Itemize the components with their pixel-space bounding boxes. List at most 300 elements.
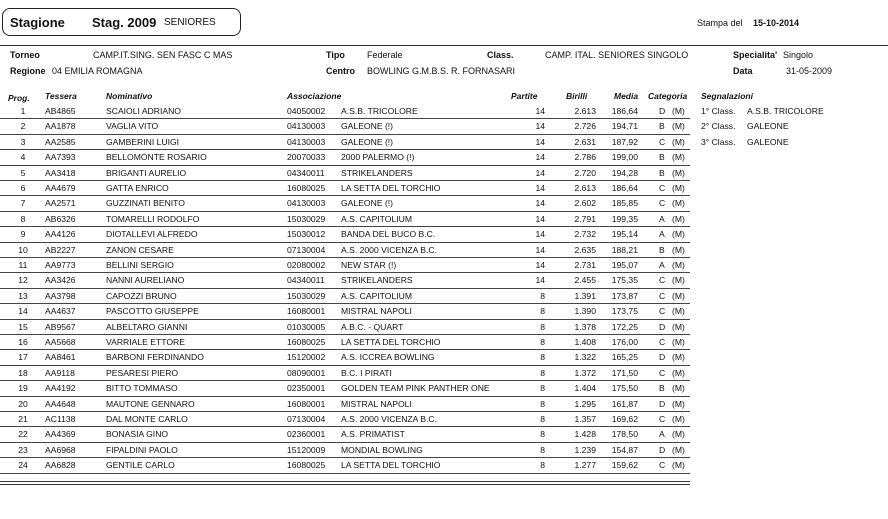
cell-assoc-code: 15030012 bbox=[287, 229, 326, 240]
cell-nominativo: MAUTONE GENNARO bbox=[106, 398, 195, 409]
cell-associazione: GALEONE (!) bbox=[341, 121, 394, 132]
cell-prog: 14 bbox=[18, 306, 28, 317]
cell-birilli: 2.791 bbox=[574, 213, 596, 224]
cell-assoc-code: 04340011 bbox=[287, 275, 325, 286]
table-row bbox=[0, 243, 888, 258]
cell-assoc-code: 04130003 bbox=[287, 121, 326, 132]
cell-associazione: MISTRAL NAPOLI bbox=[341, 306, 412, 317]
cell-prog: 21 bbox=[18, 414, 28, 424]
cell-nominativo: BELLOMONTE ROSARIO bbox=[106, 152, 207, 163]
cell-birilli: 1.404 bbox=[574, 383, 596, 394]
cell-tessera: AB6326 bbox=[45, 213, 76, 224]
category-title: SENIORES bbox=[164, 17, 216, 28]
cell-assoc-code: 07130004 bbox=[287, 414, 326, 424]
cell-media: 195,14 bbox=[611, 229, 638, 240]
cell-nominativo: GENTILE CARLO bbox=[106, 460, 175, 471]
cell-tessera: AA4648 bbox=[45, 398, 76, 409]
cell-sex: (M) bbox=[672, 136, 685, 147]
cell-associazione: GALEONE (!) bbox=[341, 198, 394, 209]
cell-prog: 19 bbox=[18, 383, 28, 394]
cell-assoc-code: 15030029 bbox=[287, 213, 326, 224]
cell-birilli: 2.613 bbox=[574, 183, 596, 193]
cell-birilli: 2.732 bbox=[574, 229, 596, 240]
cell-categoria: B bbox=[659, 152, 665, 163]
cell-sex: (M) bbox=[672, 383, 685, 394]
cell-prog: 24 bbox=[18, 460, 28, 471]
cell-media: 172,25 bbox=[611, 321, 638, 332]
cell-sex: (M) bbox=[672, 367, 685, 378]
cell-prog: 12 bbox=[18, 275, 28, 286]
cell-media: 173,75 bbox=[611, 306, 638, 317]
cell-media: 199,35 bbox=[611, 213, 638, 224]
cell-sex: (M) bbox=[672, 429, 685, 440]
cell-associazione: MONDIAL BOWLING bbox=[341, 444, 423, 455]
table-row bbox=[0, 196, 888, 211]
cell-birilli: 1.239 bbox=[574, 444, 596, 455]
print-label: Stampa del bbox=[697, 18, 743, 28]
cell-associazione: A.S. 2000 VICENZA B.C. bbox=[341, 414, 438, 424]
season-label: Stagione bbox=[10, 15, 65, 30]
cell-partite: 14 bbox=[535, 260, 545, 270]
cell-partite: 14 bbox=[535, 213, 545, 224]
specialita-label: Specialita' bbox=[733, 50, 778, 60]
cell-prog: 18 bbox=[18, 367, 28, 378]
cell-partite: 8 bbox=[540, 306, 545, 317]
cell-prog: 4 bbox=[20, 152, 26, 163]
table-row bbox=[0, 212, 888, 227]
cell-birilli: 1.408 bbox=[574, 337, 596, 347]
cell-assoc-code: 15120002 bbox=[287, 352, 326, 363]
cell-assoc-code: 20070033 bbox=[287, 152, 326, 163]
cell-nominativo: BRIGANTI AURELIO bbox=[106, 167, 187, 178]
cell-sex: (M) bbox=[672, 275, 685, 286]
cell-tessera: AA4126 bbox=[45, 229, 76, 240]
table-row bbox=[0, 150, 888, 165]
cell-prog: 13 bbox=[18, 290, 28, 301]
cell-tessera: AA8461 bbox=[45, 352, 76, 363]
cell-nominativo: SCAIOLI ADRIANO bbox=[106, 106, 181, 116]
cell-categoria: D bbox=[659, 398, 666, 409]
cell-categoria: B bbox=[659, 383, 665, 394]
cell-nominativo: PESARESI PIERO bbox=[106, 367, 179, 378]
cell-assoc-code: 04130003 bbox=[287, 136, 326, 147]
cell-assoc-code: 04050002 bbox=[287, 106, 326, 116]
cell-associazione: A.S.B. TRICOLORE bbox=[341, 106, 418, 116]
cell-nominativo: GATTA ENRICO bbox=[106, 183, 169, 193]
cell-partite: 14 bbox=[535, 167, 545, 178]
data-value: 31-05-2009 bbox=[786, 66, 833, 76]
col-associazione: Associazione bbox=[287, 91, 342, 101]
class-value: CAMP. ITAL. SENIORES SINGOLO bbox=[545, 50, 689, 60]
cell-nominativo: BARBONI FERDINANDO bbox=[106, 352, 204, 363]
cell-tessera: AB2227 bbox=[45, 244, 76, 255]
cell-sex: (M) bbox=[672, 321, 685, 332]
cell-nominativo: BITTO TOMMASO bbox=[106, 383, 178, 394]
table-row bbox=[0, 181, 888, 196]
cell-nominativo: DIOTALLEVI ALFREDO bbox=[106, 229, 198, 240]
cell-partite: 14 bbox=[535, 121, 545, 132]
cell-prog: 15 bbox=[18, 321, 28, 332]
cell-assoc-code: 15120009 bbox=[287, 444, 326, 455]
cell-nominativo: GAMBERINI LUIGI bbox=[106, 136, 180, 147]
cell-media: 175,50 bbox=[611, 383, 638, 394]
cell-nominativo: ZANON CESARE bbox=[106, 244, 174, 255]
cell-media: 154,87 bbox=[611, 444, 638, 455]
cell-partite: 8 bbox=[540, 383, 545, 394]
row-divider bbox=[0, 473, 690, 474]
cell-nominativo: FIPALDINI PAOLO bbox=[106, 444, 178, 455]
cell-partite: 14 bbox=[535, 229, 545, 240]
cell-birilli: 2.726 bbox=[574, 121, 596, 132]
table-row bbox=[0, 273, 888, 288]
data-label: Data bbox=[733, 66, 753, 76]
cell-sex: (M) bbox=[672, 414, 685, 424]
cell-sex: (M) bbox=[672, 444, 685, 455]
cell-sex: (M) bbox=[672, 152, 685, 163]
table-row bbox=[0, 227, 888, 242]
cell-media: 195,07 bbox=[611, 260, 638, 270]
col-birilli: Birilli bbox=[566, 91, 588, 101]
cell-categoria: C bbox=[659, 290, 666, 301]
cell-birilli: 2.613 bbox=[574, 106, 596, 116]
col-nominativo: Nominativo bbox=[106, 91, 153, 101]
cell-media: 169,62 bbox=[611, 414, 638, 424]
cell-assoc-code: 07130004 bbox=[287, 244, 326, 255]
cell-associazione: STRIKELANDERS bbox=[341, 275, 413, 286]
cell-sex: (M) bbox=[672, 244, 685, 255]
cell-partite: 8 bbox=[540, 337, 545, 347]
cell-tessera: AA4369 bbox=[45, 429, 76, 440]
cell-partite: 14 bbox=[535, 152, 545, 163]
cell-assoc-code: 08090001 bbox=[287, 367, 326, 378]
cell-birilli: 1.428 bbox=[574, 429, 596, 440]
cell-prog: 9 bbox=[20, 229, 26, 240]
cell-prog: 7 bbox=[20, 198, 26, 209]
cell-birilli: 2.720 bbox=[574, 167, 596, 178]
cell-prog: 17 bbox=[18, 352, 28, 363]
cell-birilli: 1.390 bbox=[574, 306, 596, 317]
cell-nominativo: VAGLIA VITO bbox=[106, 121, 159, 132]
cell-tessera: AA2585 bbox=[45, 136, 76, 147]
cell-associazione: A.S. CAPITOLIUM bbox=[341, 290, 412, 301]
cell-tessera: AA7393 bbox=[45, 152, 76, 163]
cell-assoc-code: 04340011 bbox=[287, 167, 325, 178]
cell-nominativo: VARRIALE ETTORE bbox=[106, 337, 185, 347]
cell-media: 187,92 bbox=[611, 136, 638, 147]
cell-media: 178,50 bbox=[611, 429, 638, 440]
print-date: 15-10-2014 bbox=[753, 18, 800, 28]
table-row bbox=[0, 335, 888, 350]
cell-tessera: AA4192 bbox=[45, 383, 76, 394]
cell-sex: (M) bbox=[672, 121, 685, 132]
torneo-value: CAMP.IT.SING. SEN FASC C MAS bbox=[93, 50, 233, 60]
col-prog: Prog. bbox=[8, 93, 30, 103]
cell-tessera: AA3798 bbox=[45, 290, 76, 301]
signal-team: GALEONE bbox=[747, 136, 789, 147]
table-row bbox=[0, 427, 888, 442]
signal-place: 2° Class. bbox=[701, 121, 736, 132]
cell-partite: 8 bbox=[540, 367, 545, 378]
table-row bbox=[0, 289, 888, 304]
cell-tessera: AA6968 bbox=[45, 444, 76, 455]
cell-categoria: A bbox=[659, 260, 665, 270]
cell-categoria: C bbox=[659, 414, 666, 424]
cell-nominativo: BELLINI SERGIO bbox=[106, 260, 174, 270]
cell-assoc-code: 16080025 bbox=[287, 460, 326, 471]
cell-sex: (M) bbox=[672, 337, 685, 347]
cell-prog: 20 bbox=[18, 398, 28, 409]
cell-assoc-code: 04130003 bbox=[287, 198, 326, 209]
cell-birilli: 1.277 bbox=[574, 460, 596, 471]
cell-partite: 8 bbox=[540, 429, 545, 440]
cell-media: 159,62 bbox=[611, 460, 638, 471]
cell-prog: 8 bbox=[20, 213, 26, 224]
cell-associazione: B.C. I PIRATI bbox=[341, 367, 392, 378]
regione-label: Regione bbox=[10, 66, 46, 76]
signal-place: 3° Class. bbox=[701, 136, 736, 147]
cell-tessera: AA3418 bbox=[45, 167, 76, 178]
table-row bbox=[0, 350, 888, 365]
cell-tessera: AA2571 bbox=[45, 198, 76, 209]
regione-value: 04 EMILIA ROMAGNA bbox=[52, 66, 143, 76]
cell-categoria: B bbox=[659, 244, 665, 255]
cell-associazione: MISTRAL NAPOLI bbox=[341, 398, 412, 409]
cell-media: 188,21 bbox=[611, 244, 638, 255]
cell-media: 185,85 bbox=[611, 198, 638, 209]
cell-associazione: LA SETTA DEL TORCHIO bbox=[341, 460, 441, 471]
signal-item bbox=[693, 119, 888, 134]
cell-prog: 6 bbox=[20, 183, 26, 193]
cell-associazione: A.S. PRIMATIST bbox=[341, 429, 405, 440]
cell-nominativo: BONASIA GINO bbox=[106, 429, 169, 440]
table-row bbox=[0, 166, 888, 181]
cell-associazione: LA SETTA DEL TORCHIO bbox=[341, 183, 441, 193]
cell-prog: 23 bbox=[18, 444, 28, 455]
cell-associazione: A.B.C. - QUART bbox=[341, 321, 404, 332]
cell-media: 165,25 bbox=[611, 352, 638, 363]
season-value: Stag. 2009 bbox=[92, 15, 157, 30]
specialita-value: Singolo bbox=[783, 50, 814, 60]
class-label: Class. bbox=[487, 50, 514, 60]
cell-sex: (M) bbox=[672, 398, 685, 409]
cell-birilli: 1.372 bbox=[574, 367, 596, 378]
cell-birilli: 2.602 bbox=[574, 198, 596, 209]
cell-partite: 8 bbox=[540, 321, 545, 332]
cell-birilli: 2.635 bbox=[574, 244, 596, 255]
cell-categoria: A bbox=[659, 229, 665, 240]
col-tessera: Tessera bbox=[45, 91, 77, 101]
cell-prog: 16 bbox=[18, 337, 28, 347]
header-divider-top bbox=[0, 45, 888, 46]
cell-birilli: 1.322 bbox=[574, 352, 596, 363]
cell-nominativo: NANNI AURELIANO bbox=[106, 275, 185, 286]
cell-categoria: C bbox=[659, 460, 666, 471]
cell-categoria: C bbox=[659, 367, 666, 378]
cell-tessera: AA9118 bbox=[45, 367, 75, 378]
signal-item bbox=[693, 104, 888, 119]
cell-sex: (M) bbox=[672, 213, 685, 224]
signal-team: GALEONE bbox=[747, 121, 789, 132]
cell-media: 186,64 bbox=[611, 106, 638, 116]
cell-prog: 1 bbox=[20, 106, 26, 116]
cell-birilli: 1.295 bbox=[574, 398, 596, 409]
cell-prog: 2 bbox=[20, 121, 26, 132]
cell-tessera: AA3426 bbox=[45, 275, 76, 286]
cell-sex: (M) bbox=[672, 106, 685, 116]
table-row bbox=[0, 381, 888, 396]
cell-categoria: B bbox=[659, 121, 665, 132]
cell-categoria: D bbox=[659, 321, 666, 332]
cell-tessera: AB9567 bbox=[45, 321, 76, 332]
cell-birilli: 2.731 bbox=[574, 260, 596, 270]
cell-partite: 8 bbox=[540, 444, 545, 455]
cell-partite: 14 bbox=[535, 275, 545, 286]
cell-sex: (M) bbox=[672, 167, 685, 178]
cell-assoc-code: 16080025 bbox=[287, 337, 326, 347]
cell-media: 173,87 bbox=[611, 290, 638, 301]
table-row bbox=[0, 443, 888, 458]
cell-sex: (M) bbox=[672, 460, 685, 471]
cell-categoria: D bbox=[659, 444, 666, 455]
cell-categoria: C bbox=[659, 275, 666, 286]
cell-birilli: 1.378 bbox=[574, 321, 596, 332]
cell-associazione: STRIKELANDERS bbox=[341, 167, 413, 178]
centro-value: BOWLING G.M.B.S. R. FORNASARI bbox=[367, 66, 516, 76]
signal-item bbox=[693, 135, 888, 150]
cell-associazione: LA SETTA DEL TORCHIO bbox=[341, 337, 441, 347]
signal-place: 1° Class. bbox=[701, 106, 736, 116]
table-row bbox=[0, 320, 888, 335]
cell-associazione: 2000 PALERMO (!) bbox=[341, 152, 415, 163]
cell-associazione: A.S. ICCREA BOWLING bbox=[341, 352, 435, 363]
cell-nominativo: GUZZINATI BENITO bbox=[106, 198, 185, 209]
cell-assoc-code: 16080025 bbox=[287, 183, 326, 193]
cell-media: 176,00 bbox=[611, 337, 638, 347]
cell-nominativo: DAL MONTE CARLO bbox=[106, 414, 188, 424]
cell-associazione: GALEONE (!) bbox=[341, 136, 394, 147]
cell-associazione: A.S. CAPITOLIUM bbox=[341, 213, 412, 224]
torneo-label: Torneo bbox=[10, 50, 40, 60]
cell-prog: 22 bbox=[18, 429, 28, 440]
cell-tessera: AA1878 bbox=[45, 121, 76, 132]
cell-associazione: GOLDEN TEAM PINK PANTHER ONE bbox=[341, 383, 490, 394]
cell-associazione: A.S. 2000 VICENZA B.C. bbox=[341, 244, 438, 255]
cell-assoc-code: 16080001 bbox=[287, 398, 326, 409]
cell-birilli: 2.455 bbox=[574, 275, 596, 286]
cell-prog: 5 bbox=[20, 167, 26, 178]
cell-associazione: BANDA DEL BUCO B.C. bbox=[341, 229, 436, 240]
cell-tessera: AA5668 bbox=[45, 337, 76, 347]
table-row bbox=[0, 258, 888, 273]
cell-tessera: AC1138 bbox=[45, 414, 76, 424]
cell-media: 186,64 bbox=[611, 183, 638, 193]
cell-sex: (M) bbox=[672, 229, 685, 240]
cell-prog: 11 bbox=[18, 260, 28, 270]
cell-media: 171,50 bbox=[611, 367, 638, 378]
cell-sex: (M) bbox=[672, 290, 685, 301]
cell-assoc-code: 15030029 bbox=[287, 290, 326, 301]
cell-categoria: D bbox=[659, 106, 666, 116]
cell-categoria: C bbox=[659, 306, 666, 317]
cell-tessera: AB4865 bbox=[45, 106, 76, 116]
cell-tessera: AA4637 bbox=[45, 306, 76, 317]
col-media: Media bbox=[614, 91, 639, 101]
table-bottom-line bbox=[0, 481, 690, 482]
cell-prog: 3 bbox=[20, 136, 26, 147]
tipo-label: Tipo bbox=[326, 50, 345, 60]
cell-sex: (M) bbox=[672, 260, 685, 270]
cell-categoria: C bbox=[659, 183, 666, 193]
cell-categoria: C bbox=[659, 337, 666, 347]
cell-categoria: C bbox=[659, 198, 666, 209]
cell-assoc-code: 01030005 bbox=[287, 321, 326, 332]
cell-sex: (M) bbox=[672, 198, 685, 209]
cell-partite: 14 bbox=[535, 244, 545, 255]
cell-tessera: AA9773 bbox=[45, 260, 76, 270]
signal-team: A.S.B. TRICOLORE bbox=[747, 106, 824, 116]
col-segnalazioni: Segnalazioni bbox=[701, 91, 753, 101]
table-row bbox=[0, 366, 888, 381]
cell-sex: (M) bbox=[672, 183, 685, 193]
cell-assoc-code: 02360001 bbox=[287, 429, 326, 440]
cell-assoc-code: 02080002 bbox=[287, 260, 326, 270]
cell-categoria: B bbox=[659, 167, 665, 178]
table-row bbox=[0, 412, 888, 427]
cell-partite: 8 bbox=[540, 290, 545, 301]
cell-tessera: AA6828 bbox=[45, 460, 76, 471]
cell-partite: 14 bbox=[535, 198, 545, 209]
cell-media: 199,00 bbox=[611, 152, 638, 163]
cell-categoria: A bbox=[659, 213, 665, 224]
table-row bbox=[0, 458, 888, 473]
cell-partite: 14 bbox=[535, 106, 545, 116]
cell-assoc-code: 16080001 bbox=[287, 306, 326, 317]
cell-partite: 14 bbox=[535, 136, 545, 147]
cell-partite: 8 bbox=[540, 352, 545, 363]
cell-birilli: 2.786 bbox=[574, 152, 596, 163]
centro-label: Centro bbox=[326, 66, 355, 76]
cell-nominativo: ALBELTARO GIANNI bbox=[106, 321, 188, 332]
cell-categoria: A bbox=[659, 429, 665, 440]
cell-sex: (M) bbox=[672, 352, 685, 363]
cell-media: 175,35 bbox=[611, 275, 638, 286]
cell-nominativo: PASCOTTO GIUSEPPE bbox=[106, 306, 199, 317]
cell-associazione: NEW STAR (!) bbox=[341, 260, 397, 270]
cell-tessera: AA4679 bbox=[45, 183, 76, 193]
cell-categoria: D bbox=[659, 352, 666, 363]
cell-partite: 8 bbox=[540, 414, 545, 424]
table-row bbox=[0, 304, 888, 319]
cell-media: 161,87 bbox=[611, 398, 638, 409]
cell-nominativo: TOMARELLI RODOLFO bbox=[106, 213, 200, 224]
cell-prog: 10 bbox=[18, 244, 28, 255]
cell-nominativo: CAPOZZI BRUNO bbox=[106, 290, 177, 301]
table-bottom-line-2 bbox=[0, 484, 690, 485]
cell-categoria: C bbox=[659, 136, 666, 147]
table-row bbox=[0, 397, 888, 412]
col-partite: Partite bbox=[511, 91, 538, 101]
cell-partite: 8 bbox=[540, 398, 545, 409]
cell-birilli: 1.391 bbox=[574, 290, 596, 301]
cell-sex: (M) bbox=[672, 306, 685, 317]
cell-media: 194,28 bbox=[611, 167, 638, 178]
col-categoria: Categoria bbox=[648, 91, 688, 101]
cell-assoc-code: 02350001 bbox=[287, 383, 326, 394]
cell-media: 194,71 bbox=[611, 121, 638, 132]
cell-birilli: 2.631 bbox=[574, 136, 596, 147]
cell-partite: 14 bbox=[535, 183, 545, 193]
cell-partite: 8 bbox=[540, 460, 545, 471]
